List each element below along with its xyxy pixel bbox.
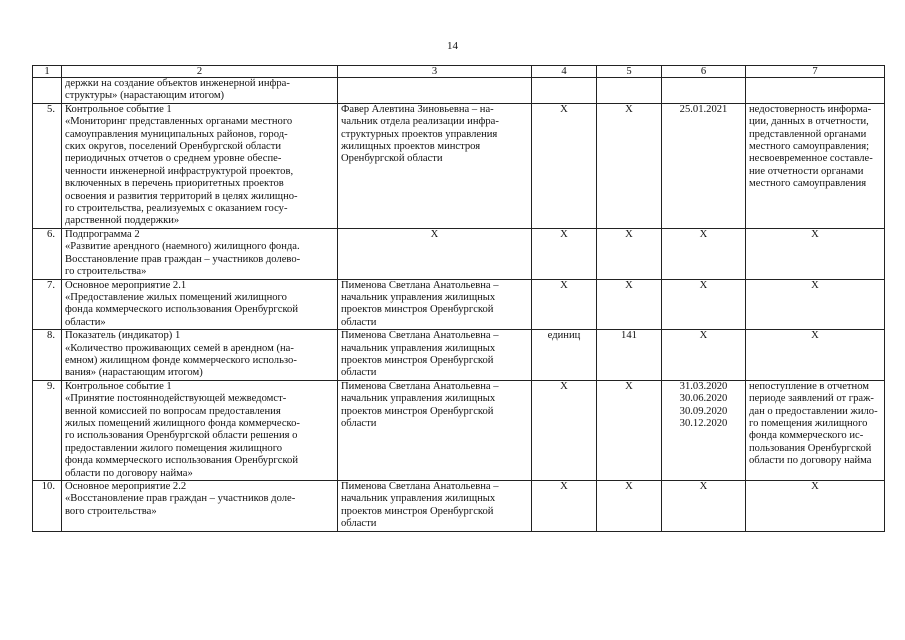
risk-cell	[746, 380, 885, 480]
row-number-cell: 8.	[33, 330, 62, 381]
header-cell: 2	[62, 66, 338, 78]
cell-line: «Мониторинг представленных органами местного	[65, 116, 293, 128]
responsible-cell	[338, 103, 532, 228]
risk-cell	[746, 330, 885, 381]
risk-cell	[746, 279, 885, 330]
value-cell: X	[597, 481, 662, 532]
header-cell: 5	[597, 66, 662, 78]
row-number-cell	[33, 78, 62, 104]
responsible-cell	[338, 228, 532, 279]
cell-line: начальник управления жилищных	[341, 493, 496, 505]
cell-line: «Развитие арендного (наемного) жилищного фонда.	[65, 241, 300, 253]
table-row	[33, 481, 885, 532]
responsible-cell	[338, 330, 532, 381]
date-cell	[662, 330, 746, 381]
cell-line: области»	[65, 316, 106, 328]
cell-line: X	[699, 228, 708, 240]
cell-line: области по договору найма	[749, 455, 872, 467]
cell-line: местного самоуправления	[749, 178, 867, 190]
cell-line: фонда коммерческого ис-	[749, 430, 864, 442]
cell-line: Фавер Алевтина Зиновьевна – на-	[341, 103, 494, 115]
table-row	[33, 78, 885, 104]
responsible-cell	[338, 78, 532, 104]
cell-line: самоуправления муниципальных районов, город-	[65, 128, 288, 140]
row-number-cell: 5.	[33, 103, 62, 228]
description-cell	[62, 279, 338, 330]
cell-line: начальник управления жилищных	[341, 291, 496, 303]
header-row	[33, 66, 885, 78]
row-number-cell: 7.	[33, 279, 62, 330]
unit-cell: X	[532, 380, 597, 480]
cell-line: ние отчетности органами	[749, 165, 864, 177]
header-cell: 1	[33, 66, 62, 78]
cell-line: дан о предоставлении жило-	[749, 405, 878, 417]
table-row	[33, 279, 885, 330]
cell-line: жилищных проектов минстроя	[341, 141, 481, 153]
table-row	[33, 228, 885, 279]
cell-line: периодичных отчетов о среднем уровне обеспе-	[65, 153, 282, 165]
responsible-cell	[338, 279, 532, 330]
cell-line: Пименова Светлана Анатольевна –	[341, 380, 499, 392]
cell-line: Подпрограмма 2	[65, 228, 140, 240]
cell-line: жилых помещений жилищного фонда коммерческо-	[65, 417, 300, 429]
risk-cell	[746, 481, 885, 532]
cell-line: го использования Оренбургской области решения о	[65, 430, 298, 442]
cell-line: ченности инженерной инфраструктурой проектов,	[65, 165, 294, 177]
cell-line: ции, данных в отчетности,	[749, 116, 869, 128]
cell-line: 31.03.2020	[679, 380, 728, 392]
table-row	[33, 330, 885, 381]
risk-cell	[746, 103, 885, 228]
risk-cell	[746, 78, 885, 104]
cell-line: области	[341, 316, 377, 328]
cell-line: вого строительства»	[65, 505, 157, 517]
cell-line: начальник управления жилищных	[341, 393, 496, 405]
cell-line: ских округов, поселений Оренбургской области	[65, 141, 282, 153]
cell-line: области по договору найма»	[65, 467, 193, 479]
cell-line: проектов минстроя Оренбургской	[341, 304, 494, 316]
value-cell: X	[597, 279, 662, 330]
description-cell	[62, 330, 338, 381]
cell-line: несвоевременное составле-	[749, 153, 873, 165]
cell-line: X	[699, 279, 708, 291]
cell-line: емном) жилищном фонде коммерческого использо-	[65, 354, 297, 366]
unit-cell: X	[532, 103, 597, 228]
cell-line: дарственной поддержки»	[65, 215, 180, 227]
cell-line: «Предоставление жилых помещений жилищного	[65, 291, 287, 303]
cell-line: области	[341, 367, 377, 379]
date-cell	[662, 481, 746, 532]
value-cell	[597, 78, 662, 104]
date-cell	[662, 228, 746, 279]
date-cell	[662, 279, 746, 330]
cell-line: проектов минстроя Оренбургской	[341, 405, 494, 417]
description-cell	[62, 78, 338, 104]
cell-line: 30.06.2020	[679, 393, 728, 405]
cell-line: 30.09.2020	[679, 405, 728, 417]
cell-line: структуры» (нарастающим итогом)	[65, 90, 225, 102]
cell-line: 25.01.2021	[679, 103, 728, 115]
cell-line: проектов минстроя Оренбургской	[341, 354, 494, 366]
description-cell	[62, 380, 338, 480]
date-cell	[662, 78, 746, 104]
cell-line: венной комиссией по вопросам предоставления	[65, 405, 281, 417]
unit-cell: X	[532, 228, 597, 279]
plan-table	[32, 65, 885, 532]
cell-line: предоставлении жилого помещения жилищного	[65, 442, 283, 454]
cell-line: вания» (нарастающим итогом)	[65, 367, 203, 379]
cell-line: Показатель (индикатор) 1	[65, 330, 181, 342]
responsible-cell	[338, 481, 532, 532]
cell-line: области	[341, 518, 377, 530]
cell-line: Пименова Светлана Анатольевна –	[341, 330, 499, 342]
cell-line: недостоверность информа-	[749, 103, 872, 115]
value-cell: X	[597, 103, 662, 228]
cell-line: X	[811, 330, 819, 342]
cell-line: Оренбургской области	[341, 153, 443, 165]
cell-line: X	[811, 228, 819, 240]
row-number-cell: 9.	[33, 380, 62, 480]
unit-cell: X	[532, 279, 597, 330]
header-cell: 6	[662, 66, 746, 78]
cell-line: X	[430, 228, 439, 240]
cell-line: чальник отдела реализации инфра-	[341, 116, 499, 128]
cell-line: пользования Оренбургской	[749, 442, 872, 454]
cell-line: местного самоуправления;	[749, 141, 870, 153]
page-number: 14	[447, 40, 458, 52]
cell-line: 30.12.2020	[679, 417, 728, 429]
cell-line: начальник управления жилищных	[341, 342, 496, 354]
cell-line: X	[699, 481, 708, 492]
cell-line: го помещения жилищного	[749, 417, 868, 429]
row-number-cell: 10.	[33, 481, 62, 532]
cell-line: представленной органами	[749, 128, 867, 140]
unit-cell: единиц	[532, 330, 597, 381]
cell-line: фонда коммерческого использования Оренбургской	[65, 455, 299, 467]
cell-line: Основное мероприятие 2.2	[65, 481, 187, 492]
table-row	[33, 103, 885, 228]
responsible-cell	[338, 380, 532, 480]
cell-line: го строительства»	[65, 266, 147, 278]
header-cell: 7	[746, 66, 885, 78]
cell-line: X	[811, 481, 819, 492]
cell-line: «Восстановление прав граждан – участников доле-	[65, 493, 296, 505]
cell-line: проектов минстроя Оренбургской	[341, 505, 494, 517]
cell-line: Контрольное событие 1	[65, 103, 172, 115]
cell-line: освоения и развития территорий в целях жилищно-	[65, 190, 298, 202]
cell-line: го строительства, реализуемых с оказанием госу-	[65, 203, 288, 215]
cell-line: области	[341, 417, 377, 429]
risk-cell	[746, 228, 885, 279]
unit-cell	[532, 78, 597, 104]
table-row	[33, 380, 885, 480]
description-cell	[62, 103, 338, 228]
cell-line: периоде заявлений от граж-	[749, 393, 874, 405]
description-cell	[62, 228, 338, 279]
value-cell: 141	[597, 330, 662, 381]
cell-line: Пименова Светлана Анатольевна –	[341, 481, 499, 492]
cell-line: X	[811, 279, 819, 291]
cell-line: непоступление в отчетном	[749, 380, 870, 392]
cell-line: Пименова Светлана Анатольевна –	[341, 279, 499, 291]
header-cell: 4	[532, 66, 597, 78]
description-cell	[62, 481, 338, 532]
cell-line: структурных проектов управления	[341, 128, 498, 140]
unit-cell: X	[532, 481, 597, 532]
cell-line: «Количество проживающих семей в арендном (на-	[65, 342, 294, 354]
cell-line: фонда коммерческого использования Оренбургской	[65, 304, 299, 316]
cell-line: Восстановление прав граждан – участников долево-	[65, 253, 301, 265]
cell-line: держки на создание объектов инженерной инфра-	[65, 78, 290, 89]
date-cell	[662, 103, 746, 228]
value-cell: X	[597, 380, 662, 480]
cell-line: Основное мероприятие 2.1	[65, 279, 187, 291]
row-number-cell: 6.	[33, 228, 62, 279]
cell-line: «Принятие постояннодействующей межведомст-	[65, 393, 287, 405]
header-cell: 3	[338, 66, 532, 78]
cell-line: Контрольное событие 1	[65, 380, 172, 392]
value-cell: X	[597, 228, 662, 279]
date-cell	[662, 380, 746, 480]
cell-line: включенных в перечень приоритетных проектов	[65, 178, 284, 190]
cell-line: X	[699, 330, 708, 342]
